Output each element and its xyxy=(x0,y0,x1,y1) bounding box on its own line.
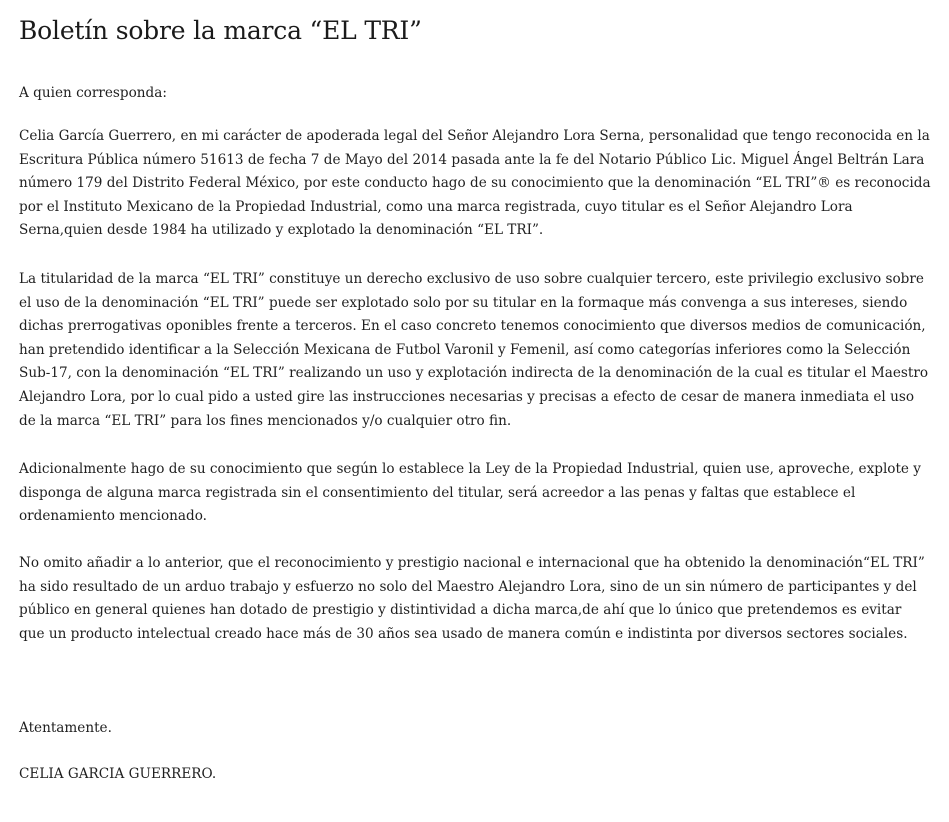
paragraph-ownership: La titularidad de la marca “EL TRI” constituye un derecho exclusivo de uso sobre cualquier tercero, este privilegio exclusivo sobre el uso de la denominación “EL TRI” puede ser explotado solo por su titular en la formaque más convenga a sus intereses, siendo dichas prerrogativas oponibles frente a terceros. En el caso concreto tenemos conocimiento que diversos medios de comunicación, han pretendido identificar a la Selección Mexicana de Futbol Varonil y Femenil, así como categorías inferiores como la Selección Sub-17, con la denominación “EL TRI” realizando un uso y explotación indirecta de la denominación de la cual es titular el Maestro Alejandro Lora, por lo cual pido a usted gire las instrucciones necesarias y precisas a efecto de cesar de manera inmediata el uso de la marca “EL TRI” para los fines mencionados y/o cualquier otro fin. xyxy=(19,271,929,429)
closing: Atentamente. xyxy=(19,720,112,736)
paragraph-intro: Celia García Guerrero, en mi carácter de apoderada legal del Señor Alejandro Lora Serna, personalidad que tengo reconocida en la Escritura Pública número 51613 de fecha 7 de Mayo del 2014 pasada ante la fe del Notario Público Lic. Miguel Ángel Beltrán Lara número 179 del Distrito Federal México, por este conducto hago de su conocimiento que la denominación “EL TRI”® es reconocida por el Instituto Mexicano de la Propiedad Industrial, como una marca registrada, cuyo titular es el Señor Alejandro Lora Serna,quien desde 1984 ha utilizado y explotado la denominación “EL TRI”. xyxy=(19,128,931,239)
paragraph-law: Adicionalmente hago de su conocimiento que según lo establece la Ley de la Propiedad Industrial, quien use, aproveche, explote y disponga de alguna marca registrada sin el consentimiento del titular, será acreedor a las penas y faltas que establece el ordenamiento mencionado. xyxy=(19,461,921,525)
signature-name: CELIA GARCIA GUERRERO. xyxy=(19,766,217,782)
page-title: Boletín sobre la marca “EL TRI” xyxy=(19,16,422,45)
salutation: A quien corresponda: xyxy=(19,85,167,101)
paragraph-prestige: No omito añadir a lo anterior, que el reconocimiento y prestigio nacional e internacional que ha obtenido la denominación“EL TRI” ha sido resultado de un arduo trabajo y esfuerzo no solo del Maestro Alejandro Lora, sino de un sin número de participantes y del público en general quienes han dotado de prestigio y distintividad a dicha marca,de ahí que lo único que pretendemos es evitar que un producto intelectual creado hace más de 30 años sea usado de manera común e indistinta por diversos sectores sociales. xyxy=(19,555,925,642)
